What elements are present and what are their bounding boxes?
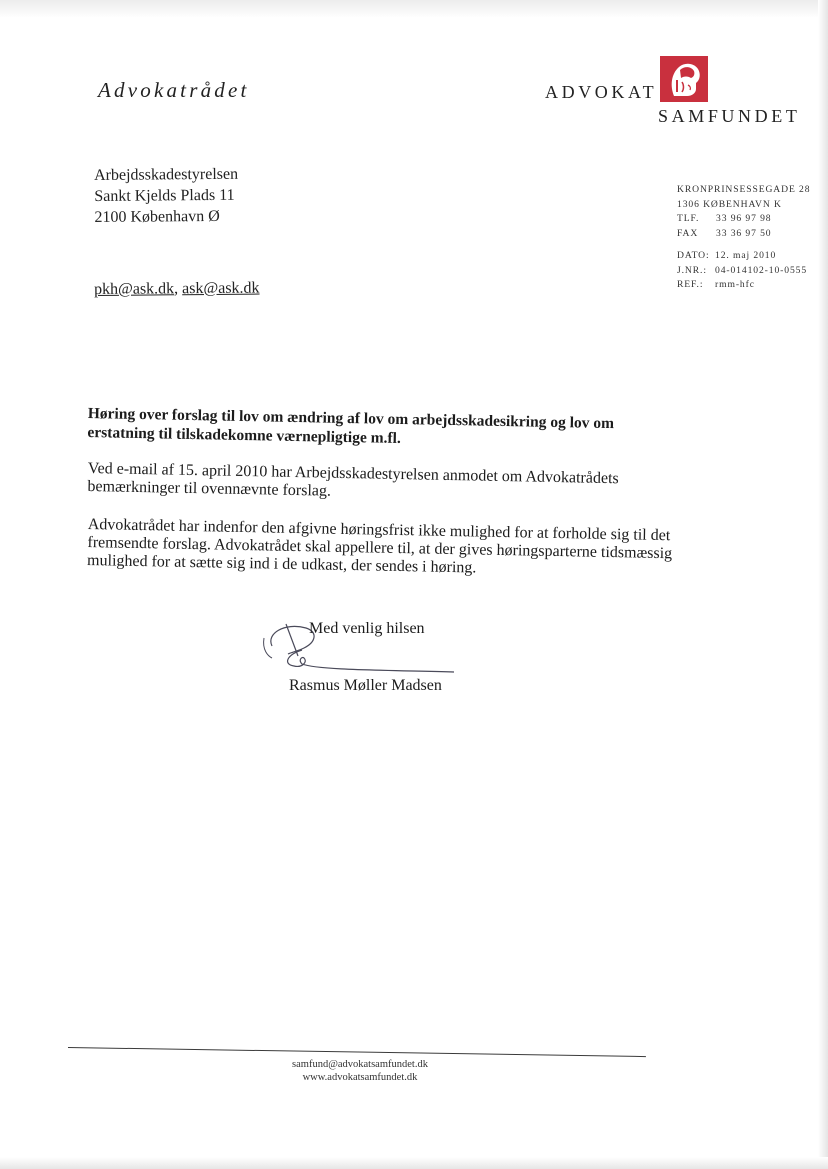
date-row (677, 249, 810, 264)
scan-shadow-bottom (0, 1157, 828, 1169)
journal-label: J.NR.: (677, 264, 707, 276)
recipient-city: 2100 København Ø (94, 207, 220, 226)
helmet-head-icon (660, 56, 708, 102)
letter-paragraph-1: Ved e-mail af 15. april 2010 har Arbejdsskadestyrelsen anmodet om Advokatrådets bemærkninger til ovennævnte forslag. (87, 460, 619, 500)
recipient-emails (94, 280, 260, 299)
scan-shadow-top (0, 0, 828, 18)
footer-contact (270, 1058, 450, 1084)
closing-greeting: Med venlig hilsen (309, 620, 425, 637)
email-link-ask[interactable]: ask@ask.dk (182, 279, 260, 298)
journal-value: 04-014102-10-0555 (715, 264, 808, 276)
logo-word-advokat: ADVOKAT (545, 82, 658, 102)
sender-phone-row (677, 212, 810, 227)
date-label: DATO: (677, 250, 710, 261)
footer-website[interactable]: www.advokatsamfundet.dk (302, 1072, 418, 1083)
footer-email[interactable]: samfund@advokatsamfundet.dk (292, 1059, 428, 1070)
fax-label: FAX (677, 227, 699, 239)
sender-street: KRONPRINSESSEGADE 28 (677, 184, 811, 195)
email-separator: , (174, 280, 183, 298)
journal-row (677, 264, 810, 279)
council-name: Advokatrådet (98, 78, 250, 102)
date-value: 12. maj 2010 (715, 250, 777, 261)
recipient-name: Arbejdsskadestyrelsen (94, 165, 239, 184)
scan-shadow-right (818, 0, 828, 1169)
reference-row (677, 278, 810, 293)
sender-fax-row (677, 227, 810, 242)
recipient-address (94, 164, 239, 228)
footer-divider (68, 1047, 646, 1057)
sender-city: 1306 KØBENHAVN K (677, 198, 782, 210)
recipient-street: Sankt Kjelds Plads 11 (94, 186, 235, 205)
signer-name: Rasmus Møller Madsen (289, 677, 442, 694)
letter-paragraph-2: Advokatrådet har indenfor den afgivne høringsfrist ikke mulighed for at forholde sig til det fremsendte forslag. Advokatrådet skal appellere til, at der gives høringsparterne tidsmæssig mulighed for at sætte sig ind i de udkast, der sendes i høring. (86, 516, 673, 577)
sender-info (677, 183, 810, 293)
phone-label: TLF. (677, 213, 700, 224)
fax-value: 33 36 97 50 (716, 227, 772, 239)
logo-word-samfundet: SAMFUNDET (658, 106, 801, 126)
reference-value: rmm-hfc (715, 279, 755, 290)
email-link-pkh[interactable]: pkh@ask.dk (94, 280, 175, 298)
letter-subject: Høring over forslag til lov om ændring af lov om arbejdsskadesikring og lov om erstatning til tilskadekomne værnepligtige m.fl. (87, 404, 615, 448)
phone-value: 33 96 97 98 (716, 213, 772, 224)
reference-label: REF.: (677, 279, 704, 290)
